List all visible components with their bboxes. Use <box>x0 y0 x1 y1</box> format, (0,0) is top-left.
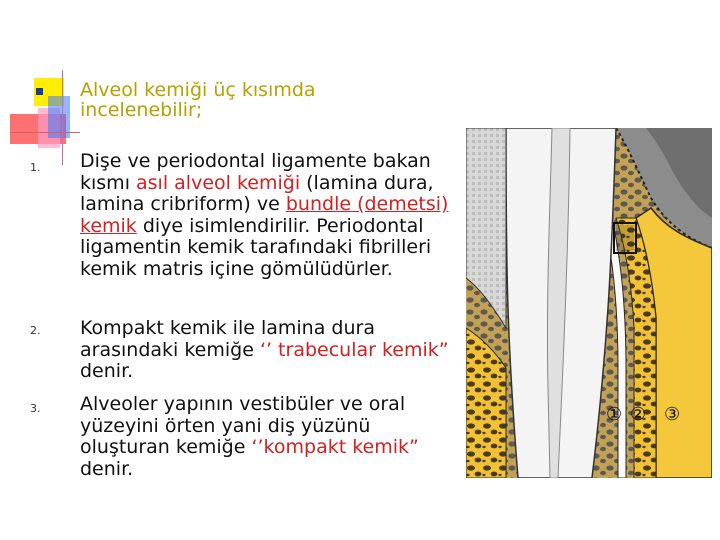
heading-line-2: incelenebilir; <box>80 99 203 121</box>
label-1: ① <box>606 404 623 425</box>
item2-text-a: Kompakt kemik ile lamina dura arasındaki kemiğe <box>80 317 375 361</box>
label-3: ③ <box>664 404 681 425</box>
list-item-2 <box>80 318 465 383</box>
list-number-1: 1. <box>30 161 41 174</box>
item1-highlight-alveol: asıl alveol kemiği <box>136 171 301 194</box>
list-number-3: 3. <box>30 402 41 415</box>
highlight-box-fill <box>616 225 634 251</box>
label-2: ② <box>630 404 647 425</box>
item2-highlight-trabecular: ‘’ trabecular kemik” <box>259 338 449 361</box>
heading-line-1: Alveol kemiği üç kısımda <box>80 79 316 101</box>
list-item-3 <box>80 394 465 480</box>
item2-text-c: denir. <box>80 360 134 382</box>
item1-highlight-bundle: bundle (demetsi) kemik <box>80 193 449 237</box>
list-item-1 <box>80 151 465 280</box>
bullet-square-icon <box>36 88 43 95</box>
item1-text-a: Dişe ve periodontal ligamente bakan kısmı <box>80 150 431 194</box>
decor-vertical-line <box>62 70 63 165</box>
item3-highlight-kompakt: ‘’kompakt kemik” <box>251 436 419 458</box>
item1-text-e: diye isimlendirilir. Periodontal ligamentin kemik tarafındaki fibrilleri kemik matris içine gömülüdürler. <box>80 214 432 280</box>
alveolar-bone-illustration <box>466 128 712 478</box>
item3-text-a: Alveoler yapının vestibüler ve oral yüzeyini örten yani diş yüzünü oluşturan kemiğe <box>80 393 406 458</box>
list-number-2: 2. <box>30 324 41 337</box>
item3-text-c: denir. <box>80 457 134 480</box>
slide-heading <box>80 80 440 120</box>
item1-text-c: (lamina dura, lamina cribriform) ve <box>80 171 434 215</box>
decor-horizontal-line <box>10 132 80 133</box>
